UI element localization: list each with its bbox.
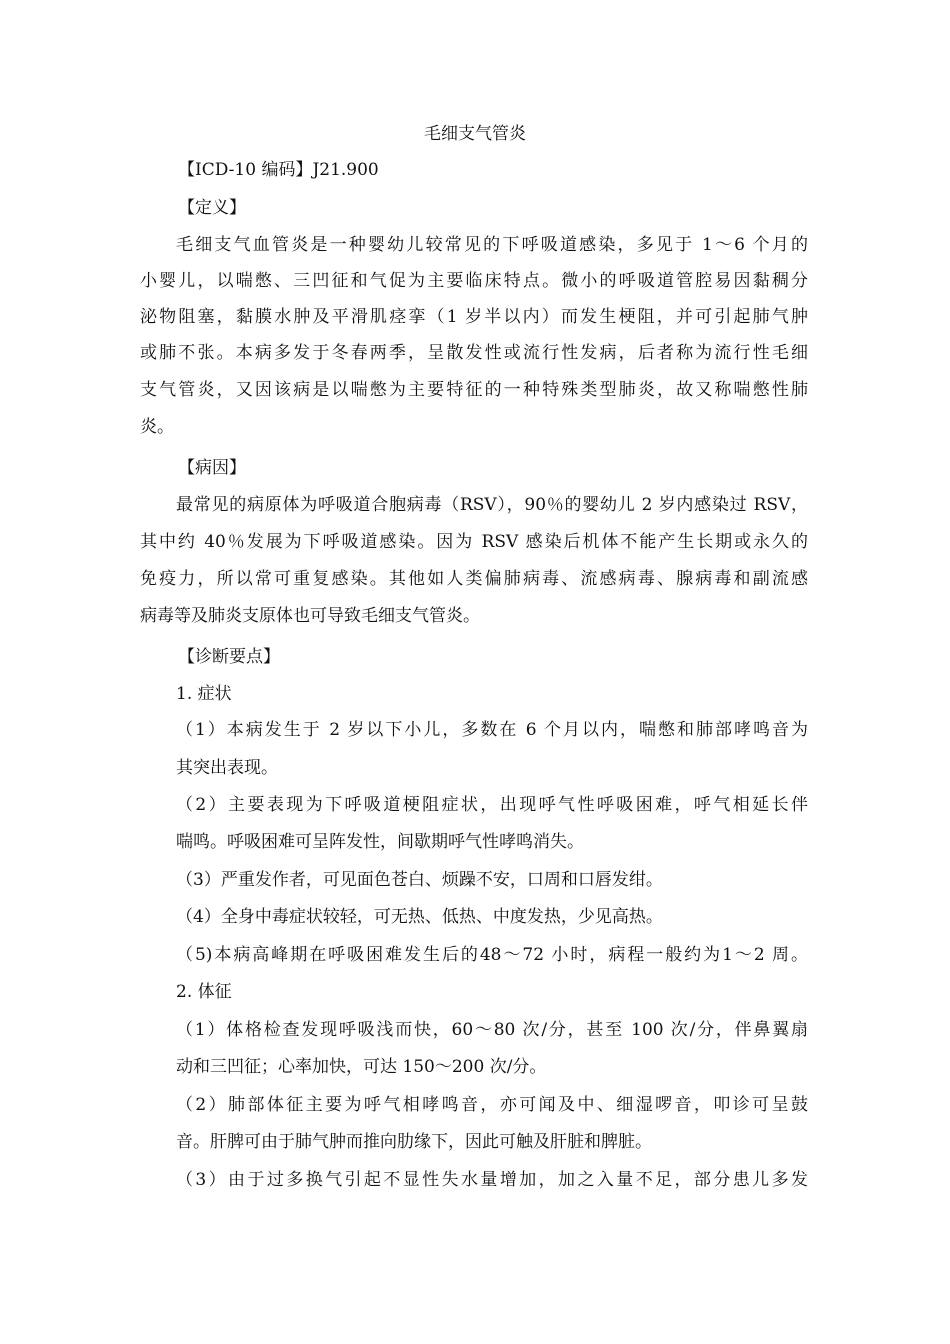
symptom-line: 喘鸣。呼吸困难可呈阵发性，间歇期呼气性哮鸣消失。 [176, 832, 584, 852]
definition-line: 毛细支气血管炎是一种婴幼儿较常见的下呼吸道感染，多见于 1～6 个月的 [176, 235, 808, 255]
definition-line: 或肺不张。本病多发于冬春两季，呈散发性或流行性发病，后者称为流行性毛细 [140, 343, 808, 363]
symptom-line: （2）主要表现为下呼吸道梗阻症状，出现呼气性呼吸困难，呼气相延长伴 [176, 795, 808, 815]
symptom-line: （3）严重发作者，可见面色苍白、烦躁不安，口周和口唇发绀。 [176, 870, 663, 890]
sign-line: 音。肝脾可由于肺气肿而推向肋缘下，因此可触及肝脏和脾脏。 [176, 1132, 652, 1152]
definition-line: 泌物阻塞，黏膜水肿及平滑肌痉挛（1 岁半以内）而发生梗阻，并可引起肺气肿 [140, 307, 808, 327]
etiology-line: 最常见的病原体为呼吸道合胞病毒（RSV），90％的婴幼儿 2 岁内感染过 RSV， [176, 495, 808, 515]
symptoms-heading: 1. 症状 [176, 684, 232, 704]
etiology-heading: 【病因】 [178, 458, 246, 478]
definition-line: 小婴儿，以喘憋、三凹征和气促为主要临床特点。微小的呼吸道管腔易因黏稠分 [140, 271, 808, 291]
etiology-line: 其中约 40％发展为下呼吸道感染。因为 RSV 感染后机体不能产生长期或永久的 [140, 532, 808, 552]
sign-line: 动和三凹征；心率加快，可达 150～200 次/分。 [176, 1057, 547, 1077]
symptom-line: （5)本病高峰期在呼吸困难发生后的48～72 小时，病程一般约为1～2 周。 [176, 945, 808, 965]
diagnosis-heading: 【诊断要点】 [178, 647, 280, 667]
sign-line: （1）体格检查发现呼吸浅而快，60～80 次/分，甚至 100 次/分，伴鼻翼扇 [176, 1020, 808, 1040]
definition-heading: 【定义】 [178, 198, 246, 218]
icd-code: 【ICD-10 编码】J21.900 [178, 160, 379, 180]
etiology-line: 病毒等及肺炎支原体也可导致毛细支气管炎。 [140, 606, 480, 626]
sign-line: （2）肺部体征主要为呼气相哮鸣音，亦可闻及中、细湿啰音，叩诊可呈鼓 [176, 1095, 808, 1115]
signs-heading: 2. 体征 [176, 982, 232, 1002]
etiology-line: 免疫力，所以常可重复感染。其他如人类偏肺病毒、流感病毒、腺病毒和副流感 [140, 569, 808, 589]
definition-line: 炎。 [140, 417, 174, 437]
symptom-line: （4）全身中毒症状较轻，可无热、低热、中度发热，少见高热。 [176, 907, 663, 927]
document-title: 毛细支气管炎 [424, 124, 526, 144]
sign-line: （3）由于过多换气引起不显性失水量增加，加之入量不足，部分患儿多发 [176, 1170, 808, 1190]
definition-line: 支气管炎，又因该病是以喘憋为主要特征的一种特殊类型肺炎，故又称喘憋性肺 [140, 380, 808, 400]
symptom-line: （1）本病发生于 2 岁以下小儿，多数在 6 个月以内，喘憋和肺部哮鸣音为 [176, 720, 808, 740]
symptom-line: 其突出表现。 [176, 758, 278, 778]
